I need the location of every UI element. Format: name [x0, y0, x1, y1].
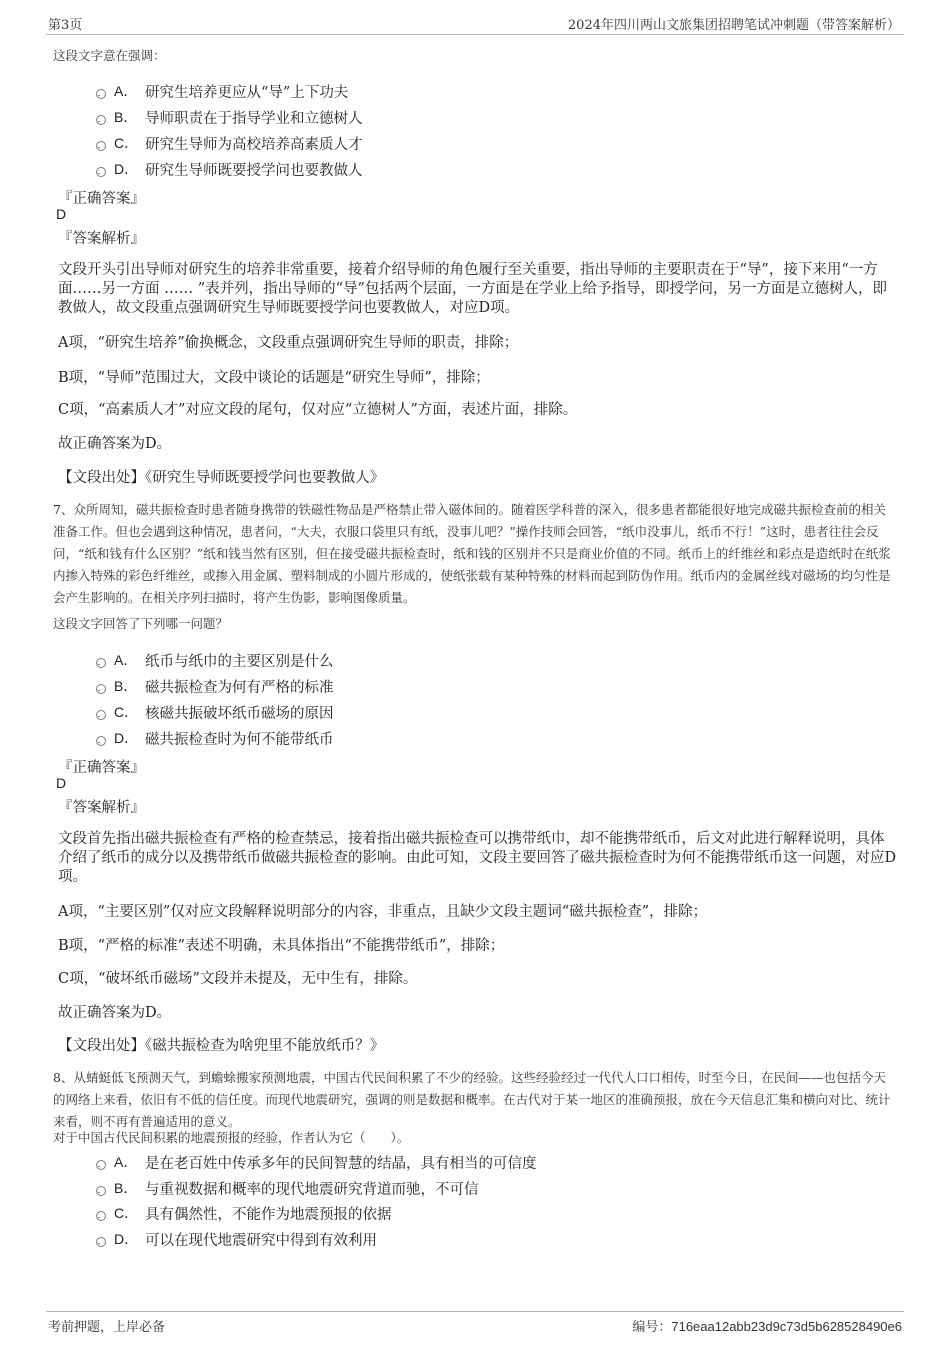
option-letter: D． [114, 161, 139, 177]
option-letter: A． [114, 83, 138, 99]
option-letter: A． [114, 1154, 138, 1170]
option-text: 研究生培养更应从“导”上下功夫 [145, 85, 349, 101]
radio-button[interactable] [96, 141, 106, 151]
radio-button[interactable] [96, 1237, 106, 1247]
footer-slogan: 考前押题，上岸必备 [48, 1320, 166, 1335]
q7-answer: D [56, 775, 67, 791]
page-number: 第3页 [48, 18, 83, 33]
option-text: 研究生导师为高校培养高素质人才 [145, 137, 363, 153]
footer-code-value: 716eaa12abb23d9c73d5b628528490e6 [671, 1319, 902, 1334]
page-header [46, 12, 904, 35]
option-text: 与重视数据和概率的现代地震研究背道而驰，不可信 [145, 1182, 479, 1198]
option-letter: B． [114, 109, 138, 125]
q6-answer-label: 『正确答案』 [58, 191, 145, 207]
q6-answer: D [56, 206, 67, 222]
q7-analysis-label: 『答案解析』 [58, 800, 145, 816]
option-text: 磁共振检查时为何不能带纸币 [145, 732, 334, 748]
footer-code-label: 编号： [632, 1320, 672, 1335]
option-text: 可以在现代地震研究中得到有效利用 [145, 1233, 377, 1249]
option-text: 是在老百姓中传承多年的民间智慧的结晶，具有相当的可信度 [145, 1156, 537, 1172]
radio-button[interactable] [96, 89, 106, 99]
q6-analysis-label: 『答案解析』 [58, 231, 145, 247]
q7-source: 【文段出处】《磁共振检查为啥兜里不能放纸币？》 [58, 1038, 385, 1054]
option-letter: B． [114, 1180, 138, 1196]
q6-note-a: A项，“研究生培养”偷换概念，文段重点强调研究生导师的职责，排除； [58, 335, 519, 351]
radio-button[interactable] [96, 167, 106, 177]
q7-stem: 7、众所周知，磁共振检查时患者随身携带的铁磁性物品是严格禁止带入磁体间的。随着医学科普的深入，很多患者都能很好地完成磁共振检查前的相关准备工作。但也会遇到这种情况，患者问，“大夫，衣服口袋里只有纸，没事儿吧？”操作技师会回答，“纸巾没事儿，纸币不行！”这时，患者往往会反问，“纸和钱有什么区别？”纸和钱当然有区别，但在接受磁共振检查时，纸和钱的区别并不只是商业价值的不同。纸币上的纤维丝和彩点是造纸时在纸浆内掺入特殊的彩色纤维丝，或掺入用金属、塑料制成的小圆片形成的，使纸张载有某种特殊的材料而起到防伪作用。纸币内的金属丝线对磁场的均匀性是会产生影响的。在相关序列扫描时，将产生伪影，影响图像质量。 [53, 502, 891, 605]
q7-note-b: B项，“严格的标准”表述不明确，未具体指出“不能携带纸币”，排除； [58, 938, 505, 954]
q7-note-c: C项，“破坏纸币磁场”文段并未提及，无中生有，排除。 [58, 971, 418, 987]
footer-code [632, 1316, 902, 1335]
q6-source: 【文段出处】《研究生导师既要授学问也要教做人》 [58, 470, 385, 486]
q7-answer-label: 『正确答案』 [58, 760, 145, 776]
radio-button[interactable] [96, 710, 106, 720]
radio-button[interactable] [96, 736, 106, 746]
q6-note-c: C项，“高素质人才”对应文段的尾句，仅对应“立德树人”方面，表述片面，排除。 [58, 402, 578, 418]
page-footer [46, 1311, 904, 1338]
q6-analysis: 文段开头引出导师对研究生的培养非常重要，接着介绍导师的角色履行至关重要，指出导师的主要职责在于“导”，接下来用“一方面……另一方面 …… ”表并列，指出导师的“导”包括两个层面，一方面是在学业上给予指导，即授学问，另一方面是立德树人，即教做人，故文段重点强调研究生导师既要授学问也要教做人，对应D项。 [58, 262, 887, 316]
option-text: 核磁共振破坏纸币磁场的原因 [145, 706, 334, 722]
q6-conclusion: 故正确答案为D。 [58, 436, 172, 452]
q7-analysis: 文段首先指出磁共振检查有严格的检查禁忌，接着指出磁共振检查可以携带纸巾，却不能携带纸币，后文对此进行解释说明，具体介绍了纸币的成分以及携带纸币做磁共振检查的影响。由此可知，文段主要回答了磁共振检查时为何不能携带纸币这一问题，对应D项。 [58, 831, 897, 885]
option-letter: B． [114, 678, 138, 694]
radio-button[interactable] [96, 1186, 106, 1196]
q7-prompt: 这段文字回答了下列哪一问题？ [53, 616, 229, 631]
option-letter: A． [114, 652, 138, 668]
document-title: 2024年四川两山文旅集团招聘笔试冲刺题（带答案解析） [567, 18, 900, 33]
radio-button[interactable] [96, 1160, 106, 1170]
option-text: 纸币与纸巾的主要区别是什么 [145, 654, 334, 670]
option-letter: D． [114, 730, 139, 746]
q7-conclusion: 故正确答案为D。 [58, 1005, 172, 1021]
option-letter: C． [114, 135, 139, 151]
radio-button[interactable] [96, 115, 106, 125]
option-text: 磁共振检查为何有严格的标准 [145, 680, 334, 696]
q7-note-a: A项，“主要区别”仅对应文段解释说明部分的内容，非重点，且缺少文段主题词“磁共振检查”，排除； [58, 904, 708, 920]
option-text: 导师职责在于指导学业和立德树人 [145, 111, 363, 127]
option-letter: C． [114, 1205, 139, 1221]
radio-button[interactable] [96, 1211, 106, 1221]
option-text: 研究生导师既要授学问也要教做人 [145, 163, 363, 179]
q6-prompt: 这段文字意在强调： [53, 48, 166, 63]
option-text: 具有偶然性，不能作为地震预报的依据 [145, 1207, 392, 1223]
q8-stem: 8、从蜻蜓低飞预测天气，到蟾蜍搬家预测地震，中国古代民间积累了不少的经验。这些经验经过一代代人口口相传，时至今日，在民间——也包括今天的网络上来看，依旧有不低的信任度。而现代地震研究，强调的则是数据和概率。在古代对于某一地区的准确预报，放在今天信息汇集和横向对比、统计来看，则不再有普遍适用的意义。 [53, 1070, 891, 1129]
option-letter: D． [114, 1231, 139, 1247]
q6-note-b: B项，“导师”范围过大，文段中谈论的话题是“研究生导师”，排除； [58, 370, 490, 386]
q8-prompt: 对于中国古代民间积累的地震预报的经验，作者认为它（ ）。 [53, 1130, 410, 1145]
radio-button[interactable] [96, 684, 106, 694]
radio-button[interactable] [96, 658, 106, 668]
option-letter: C． [114, 704, 139, 720]
